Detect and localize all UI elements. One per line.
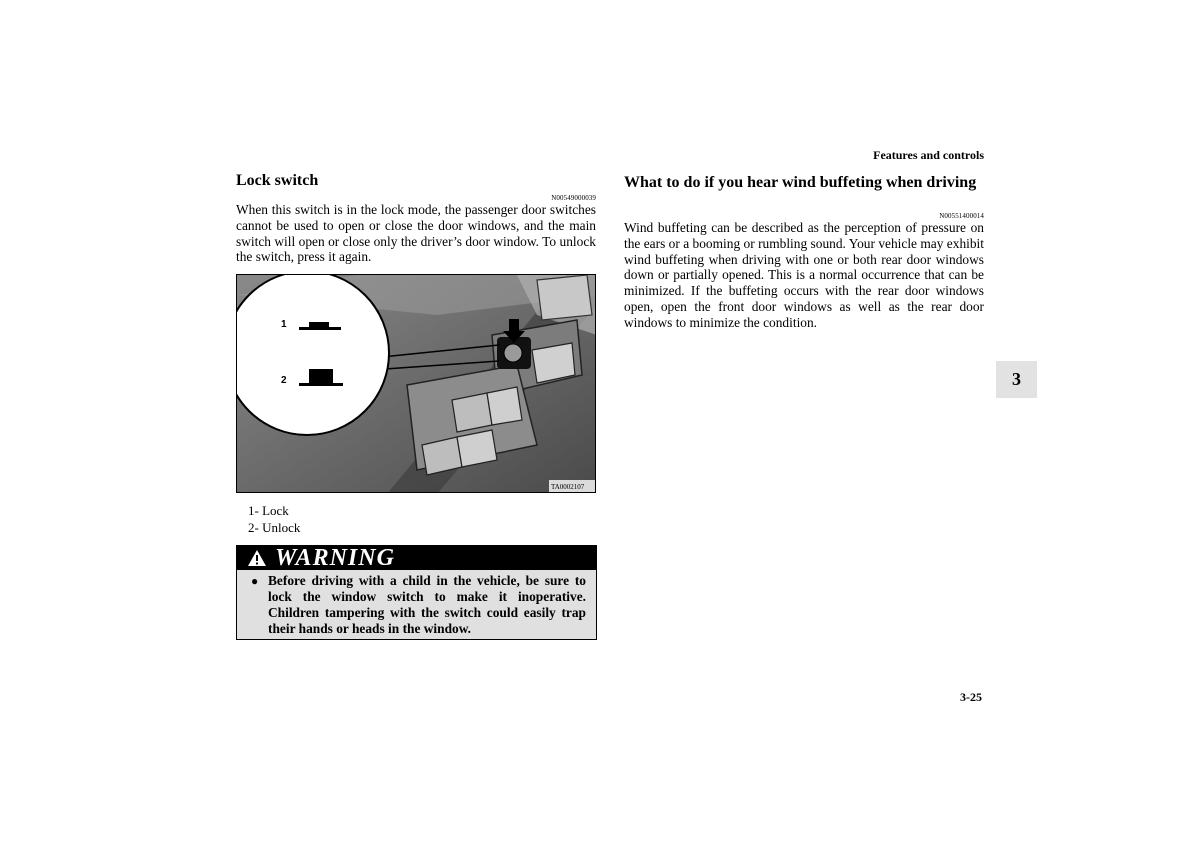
bullet-icon: ● [251,574,259,588]
lock-switch-code: N00549000039 [551,194,596,202]
lock-switch-heading: Lock switch [236,172,319,189]
legend-item-lock: 1- Lock [248,503,289,518]
warning-title: WARNING [275,544,395,571]
label-position-2: 2 [281,375,287,386]
warning-box [236,545,597,640]
label-position-1: 1 [281,319,287,330]
figure-code: TA0002107 [551,483,585,491]
figure-legend [248,503,300,536]
magnifier-circle [237,275,389,435]
page-number: 3-25 [960,690,982,704]
warning-text: Before driving with a child in the vehicle, be sure to lock the window switch to make it inoperative. Children tampering with the switch could easily trap their hands or heads in the window. [268,573,586,636]
wind-buffeting-body: Wind buffeting can be described as the perception of pressure on the ears or a booming or rumbling sound. Your vehicle may exhibit wind buffeting when driving with one or both rear door windows down or partially opened. This is a normal occurrence that can be minimized. If the buffeting occurs with the rear door windows open, open the front door windows as well as the rear door windows to minimize the condition. [624,220,984,330]
wind-buffeting-code: N00551400014 [939,212,984,220]
wind-buffeting-heading: What to do if you hear wind buffeting when driving [624,174,977,191]
lock-switch-body: When this switch is in the lock mode, the passenger door switches cannot be used to open or close the door windows, and the main switch will open or close only the driver’s door window. To unlock the switch, press it again. [236,202,596,265]
warning-header [237,546,596,570]
window-switch-figure [236,274,596,493]
legend-item-unlock: 2- Unlock [248,519,301,535]
window-switch-illustration [237,275,596,493]
warning-content [237,570,596,637]
warning-triangle-icon [247,549,267,567]
running-header: Features and controls [873,148,984,162]
chapter-tab: 3 [996,361,1037,398]
